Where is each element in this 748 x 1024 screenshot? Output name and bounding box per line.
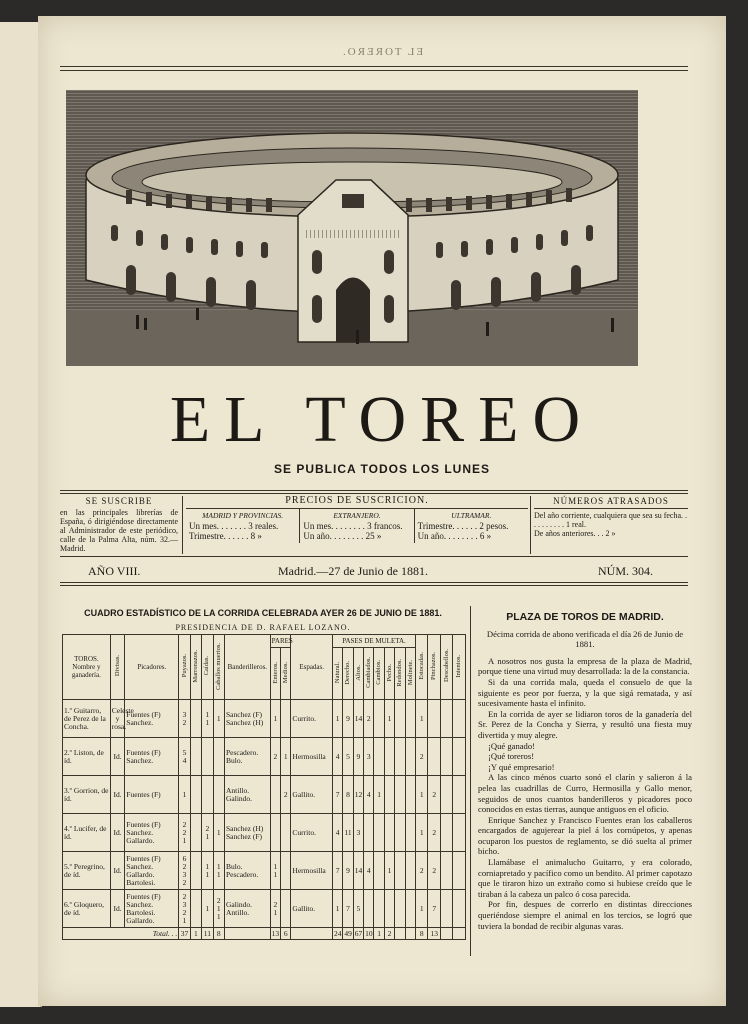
table-subtitle: PRESIDENCIA DE D. RAFAEL LOZANO. xyxy=(175,623,351,632)
cell-caballos: 1 xyxy=(213,814,224,852)
cell-altos: 9 xyxy=(353,738,363,776)
cell-molinete xyxy=(405,890,415,928)
cell-descabellos xyxy=(440,700,452,738)
cell-picadores: Fuentes (F) Sanchez. Bartolesi. Gallardo. xyxy=(125,890,179,928)
cell-molinete xyxy=(405,738,415,776)
cell-redondos xyxy=(395,814,405,852)
header-redondos: Redondos. xyxy=(396,658,404,687)
table-row xyxy=(63,852,466,890)
cell-caidas: 1 xyxy=(202,890,213,928)
total-empty xyxy=(395,928,405,940)
price-col-ultramar xyxy=(415,509,528,543)
cell-derecho: 5 xyxy=(343,738,353,776)
cell-derecho: 11 xyxy=(343,814,353,852)
header-pinchazos: Pinchazos. xyxy=(430,652,438,680)
subscribe-box xyxy=(60,496,178,556)
info-rule-top xyxy=(60,490,688,491)
price-col-madrid xyxy=(186,509,300,543)
box-divider xyxy=(530,496,531,554)
header-pecho: Pecho. xyxy=(385,663,393,682)
cell-estocadas: 2 xyxy=(416,738,428,776)
back-issues-line: De años anteriores. . . 2 » xyxy=(534,529,616,538)
price-line: Trimestre. . . . . . 8 » xyxy=(189,531,262,541)
subscribe-heading: SE SUSCRIBE xyxy=(85,496,153,506)
cell-enteros xyxy=(270,814,280,852)
cell-estocadas: 1 xyxy=(416,890,428,928)
cell-redondos xyxy=(395,776,405,814)
cell-puyazos: 6 2 3 2 xyxy=(179,852,190,890)
prices-box xyxy=(186,496,528,556)
cell-pinchazos: 2 xyxy=(428,776,440,814)
total-nat: 24 xyxy=(333,928,342,938)
cell-divisa: Id. xyxy=(110,776,125,814)
article-paragraph: Si da una corrida mala, queda el consuelo de que la siguiente es peor por fuerza, y la que sigá rematada, y así sucesivamente hasta el infinito. xyxy=(478,676,692,709)
issue-rule-bottom xyxy=(60,582,688,583)
cell-medios: 1 xyxy=(281,738,291,776)
cell-marronazos xyxy=(190,738,201,776)
table-row xyxy=(63,814,466,852)
cell-redondos xyxy=(395,700,405,738)
cell-divisa: Id. xyxy=(110,852,125,890)
total-label: Total. . . xyxy=(63,928,179,940)
cell-toro: 2.º Liston, de íd. xyxy=(63,738,111,776)
total-marr: 1 xyxy=(190,928,201,940)
prices-heading: PRECIOS DE SUSCRICION. xyxy=(285,495,429,506)
cell-molinete xyxy=(405,852,415,890)
cell-derecho: 9 xyxy=(343,700,353,738)
article-paragraph: ¡Y qué empresario! xyxy=(488,761,555,772)
back-issues-box xyxy=(534,496,688,556)
top-rule xyxy=(60,66,688,67)
cell-caidas: 1 1 xyxy=(202,852,213,890)
cell-divisa: Id. xyxy=(110,814,125,852)
cell-intentos xyxy=(453,814,466,852)
cell-espada: Hermosilla xyxy=(291,852,333,890)
cell-descabellos xyxy=(440,852,452,890)
price-line: Un año. . . . . . . . 6 » xyxy=(417,531,492,541)
cell-cambiados xyxy=(364,814,374,852)
total-pin: 13 xyxy=(428,928,440,940)
cell-cambiados: 2 xyxy=(364,700,374,738)
cell-picadores: Fuentes (F) Sanchez. xyxy=(125,738,179,776)
header-altos: Altos. xyxy=(354,664,362,681)
subscribe-text: en las principales librerías de España, ó dirigiéndose directamente al Administrador de este periódico, calle de la Palma Alta, núm. 32.—Madrid. xyxy=(60,508,178,553)
cell-picadores: Fuentes (F) Sanchez. Gallardo. xyxy=(125,814,179,852)
issue-rule-top xyxy=(60,556,688,557)
cell-medios xyxy=(281,852,291,890)
cell-pecho xyxy=(384,814,394,852)
cell-banderilleros: Antillo. Galindo. xyxy=(224,776,270,814)
total-camb: 10 xyxy=(365,928,373,938)
header-molinete: Molinete. xyxy=(406,659,414,686)
box-divider xyxy=(182,496,183,554)
cell-estocadas: 1 xyxy=(416,700,428,738)
cell-cambios xyxy=(374,814,384,852)
cell-intentos xyxy=(453,738,466,776)
cell-caidas: 1 1 xyxy=(202,700,213,738)
price-line: Trimestre. . . . . . 2 pesos. xyxy=(417,521,509,531)
cell-natural: 7 xyxy=(332,776,342,814)
header-derecho: Derecho. xyxy=(344,660,352,685)
header-caballos: Caballos muertos. xyxy=(214,642,222,690)
cell-derecho: 7 xyxy=(343,890,353,928)
cell-caidas: 2 1 xyxy=(202,814,213,852)
cell-caballos: 1 1 xyxy=(213,852,224,890)
header-natural: Natural. xyxy=(333,661,341,684)
cell-molinete xyxy=(405,814,415,852)
cell-espada: Currito. xyxy=(291,814,333,852)
article-paragraph: En la corrida de ayer se lidiaron toros de la ganadería del Sr. Perez de la Concha y Sierra, y resultó una fiesta muy divertida y muy alegre. xyxy=(478,708,692,740)
cell-marronazos xyxy=(190,814,201,852)
cell-banderilleros: Sanchez (H) Sanchez (F) xyxy=(224,814,270,852)
cell-redondos xyxy=(395,890,405,928)
cell-estocadas: 2 xyxy=(416,852,428,890)
price-col-title: MADRID Y PROVINCIAS. xyxy=(202,511,284,520)
header-cambiados: Cambiados. xyxy=(365,657,373,688)
bullfight-stats-table xyxy=(62,634,466,940)
cell-enteros: 1 1 xyxy=(270,852,280,890)
cell-banderilleros: Bulo. Pescadero. xyxy=(224,852,270,890)
cell-pecho: 1 xyxy=(384,852,394,890)
article-paragraph: ¡Qué toreros! xyxy=(488,751,535,762)
stats-body xyxy=(63,700,466,940)
cell-divisa: Id. xyxy=(110,890,125,928)
article-title: PLAZA DE TOROS DE MADRID. xyxy=(506,611,664,623)
cell-caballos: 1 xyxy=(213,700,224,738)
table-row xyxy=(63,738,466,776)
cell-banderilleros: Galindo. Antillo. xyxy=(224,890,270,928)
cell-puyazos: 3 2 xyxy=(179,700,190,738)
cell-natural: 1 xyxy=(332,890,342,928)
header-enteros: Enteros. xyxy=(271,661,279,684)
header-puyazos: Puyazos. xyxy=(180,654,188,678)
cell-pinchazos: 2 xyxy=(428,852,440,890)
cell-medios xyxy=(281,890,291,928)
header-caidas: Caídas. xyxy=(203,656,211,676)
table-row xyxy=(63,776,466,814)
info-rule-top-2 xyxy=(60,493,688,494)
cell-caidas xyxy=(202,776,213,814)
price-col-extranjero xyxy=(300,509,414,543)
total-ent: 13 xyxy=(271,928,280,938)
total-med: 6 xyxy=(281,928,291,940)
header-estocadas: Estocadas. xyxy=(417,652,425,680)
cell-toro: 3.º Gorrion, de íd. xyxy=(63,776,111,814)
cell-intentos xyxy=(453,776,466,814)
top-rule-2 xyxy=(60,70,688,71)
header-pases: PASES DE MULETA. xyxy=(332,635,415,648)
header-descabellos: Descabellos. xyxy=(442,649,450,683)
header-intentos: Intentos. xyxy=(455,654,463,678)
cell-descabellos xyxy=(440,738,452,776)
cell-derecho: 9 xyxy=(343,852,353,890)
cell-enteros: 1 xyxy=(270,700,280,738)
cell-pecho xyxy=(384,738,394,776)
cell-intentos xyxy=(453,852,466,890)
price-line: Un mes. . . . . . . . 3 francos. xyxy=(303,521,403,531)
issue-rule-bottom-2 xyxy=(60,585,688,586)
total-des xyxy=(440,928,452,940)
cell-caballos: 2 1 1 xyxy=(213,890,224,928)
total-empty xyxy=(291,928,333,940)
cell-natural: 4 xyxy=(332,738,342,776)
cell-marronazos xyxy=(190,852,201,890)
table-total-row xyxy=(63,928,466,940)
running-head: EL TORERO. xyxy=(340,46,424,58)
header-pares: PARES xyxy=(270,635,291,648)
total-der: 49 xyxy=(344,928,352,938)
cell-medios: 2 xyxy=(281,776,291,814)
cell-altos: 12 xyxy=(353,776,363,814)
cell-descabellos xyxy=(440,776,452,814)
issue-number: NÚM. 304. xyxy=(598,564,654,578)
total-cab: 8 xyxy=(213,928,224,940)
cell-pecho xyxy=(384,776,394,814)
total-empty xyxy=(405,928,415,940)
issue-year: AÑO VIII. xyxy=(88,564,141,578)
cell-marronazos xyxy=(190,890,201,928)
cell-pinchazos: 7 xyxy=(428,890,440,928)
cell-redondos xyxy=(395,852,405,890)
cell-puyazos: 5 4 xyxy=(179,738,190,776)
article-paragraph: ¡Qué ganado! xyxy=(488,740,536,751)
cell-cambiados: 4 xyxy=(364,776,374,814)
cell-descabellos xyxy=(440,814,452,852)
article xyxy=(478,612,692,931)
cell-molinete xyxy=(405,776,415,814)
cell-espada: Currito. xyxy=(291,700,333,738)
total-puyazos: 37 xyxy=(180,928,189,938)
cell-espada: Gallito. xyxy=(291,890,333,928)
article-paragraph: Enrique Sanchez y Francisco Fuentes eran los caballeros encargados de agujerear la piel á los cornúpetos, y apenas ocuparon los puestos de reglamento, se dió suelta al primer bicho. xyxy=(478,814,692,857)
table-row xyxy=(63,700,466,738)
cell-picadores: Fuentes (F) Sanchez. xyxy=(125,700,179,738)
cell-divisa: Id. xyxy=(110,738,125,776)
cell-altos: 3 xyxy=(353,814,363,852)
cell-caidas xyxy=(202,738,213,776)
cell-pinchazos: 2 xyxy=(428,814,440,852)
cell-cambios xyxy=(374,890,384,928)
cell-medios xyxy=(281,700,291,738)
cell-toro: 4.º Lucifer, de íd. xyxy=(63,814,111,852)
header-picadores: Picadores. xyxy=(125,635,179,700)
cell-espada: Hermosilla xyxy=(291,738,333,776)
cell-puyazos: 1 xyxy=(179,776,190,814)
cell-marronazos xyxy=(190,776,201,814)
total-int xyxy=(453,928,466,940)
bullring-engraving xyxy=(66,90,638,366)
article-paragraph: Por fin, despues de correrlo en distintas direcciones queriéndose siempre el animal en los tercios, se logró que tuviera la bondad de recibir algunas varas. xyxy=(478,899,692,931)
back-issues-line: Del año corriente, cualquiera que sea su fecha. . . . . . . . . . 1 real. xyxy=(534,508,688,529)
cell-estocadas: 1 xyxy=(416,814,428,852)
price-line: Un año. . . . . . . . 25 » xyxy=(303,531,382,541)
header-cambios: Cambios. xyxy=(375,660,383,685)
cell-medios xyxy=(281,814,291,852)
header-banderilleros: Banderilleros. xyxy=(224,635,270,700)
cell-molinete xyxy=(405,700,415,738)
issue-date: Madrid.—27 de Junio de 1881. xyxy=(278,564,428,578)
cell-cambios xyxy=(374,738,384,776)
cell-pinchazos xyxy=(428,738,440,776)
cell-caballos xyxy=(213,776,224,814)
price-col-title: EXTRANJERO. xyxy=(333,511,381,520)
total-caidas: 11 xyxy=(202,928,213,940)
cell-pinchazos xyxy=(428,700,440,738)
cell-banderilleros: Pescadero. Bulo. xyxy=(224,738,270,776)
total-est: 8 xyxy=(416,928,428,940)
article-body xyxy=(478,656,692,931)
cell-espada: Gallito. xyxy=(291,776,333,814)
cell-caballos xyxy=(213,738,224,776)
newspaper-page xyxy=(38,16,726,1006)
cell-natural: 4 xyxy=(332,814,342,852)
column-divider xyxy=(470,606,471,956)
cell-enteros: 2 xyxy=(270,738,280,776)
cell-puyazos: 2 2 1 xyxy=(179,814,190,852)
cell-natural: 7 xyxy=(332,852,342,890)
price-col-title: ULTRAMAR. xyxy=(451,511,492,520)
cell-natural: 1 xyxy=(332,700,342,738)
cell-toro: 5.º Peregrino, de íd. xyxy=(63,852,111,890)
cell-picadores: Fuentes (F) xyxy=(125,776,179,814)
tagline: SE PUBLICA TODOS LOS LUNES xyxy=(273,462,491,476)
cell-altos: 14 xyxy=(353,852,363,890)
cell-estocadas: 1 xyxy=(416,776,428,814)
header-medios: Medios. xyxy=(282,661,290,684)
cell-enteros: 2 1 xyxy=(270,890,280,928)
cell-cambiados: 4 xyxy=(364,852,374,890)
cell-divisa: Celeste y rosa. xyxy=(110,700,125,738)
article-paragraph: A nosotros nos gusta la empresa de la plaza de Madrid, porque tiene una virtud muy desarrollada: la de la constancia. xyxy=(478,655,692,677)
table-title: CUADRO ESTADÍSTICO DE LA CORRIDA CELEBRADA AYER 26 DE JUNIO DE 1881. xyxy=(84,608,442,618)
price-line: Un mes. . . . . . . 3 reales. xyxy=(189,521,279,531)
prices-columns xyxy=(186,508,528,543)
cell-pecho xyxy=(384,890,394,928)
header-espadas: Espadas. xyxy=(291,635,333,700)
cell-pecho: 1 xyxy=(384,700,394,738)
cell-cambiados: 3 xyxy=(364,738,374,776)
back-issues-heading: NÚMEROS ATRASADOS xyxy=(553,496,669,506)
cell-cambios xyxy=(374,700,384,738)
total-cam: 1 xyxy=(374,928,384,940)
article-intro: Décima corrida de abono verificada el día 26 de Junio de 1881. xyxy=(486,628,684,650)
total-alt: 67 xyxy=(354,928,363,938)
masthead-title: EL TOREO xyxy=(169,383,595,456)
cell-cambios xyxy=(374,852,384,890)
header-marronazos: Marronazos. xyxy=(191,649,199,683)
cell-cambiados xyxy=(364,890,374,928)
cell-banderilleros: Sanchez (F) Sanchez (H) xyxy=(224,700,270,738)
cell-cambios: 1 xyxy=(374,776,384,814)
cell-puyazos: 2 3 2 1 xyxy=(179,890,190,928)
cell-descabellos xyxy=(440,890,452,928)
cell-intentos xyxy=(453,890,466,928)
table-row xyxy=(63,890,466,928)
article-paragraph: Llamábase el animalucho Guitarro, y era colorado, corniapretado y pacífico como un bendito. Al primer capotazo que le tiraron hizo un extraño como si hubiese creído que le tiraban á la cabeza un palco ó cosa parecida. xyxy=(478,857,692,899)
cell-intentos xyxy=(453,700,466,738)
header-toros: TOROS. Nombre y ganadería. xyxy=(63,635,111,700)
cell-altos: 14 xyxy=(353,700,363,738)
total-pec: 2 xyxy=(384,928,394,940)
left-page-edge xyxy=(0,22,42,1007)
cell-enteros xyxy=(270,776,280,814)
total-empty xyxy=(224,928,270,940)
cell-toro: 6.º Gloquero, de íd. xyxy=(63,890,111,928)
article-paragraph: A las cinco ménos cuarto sonó el clarín y salieron á la pelea las cuadrillas de Curro, Hermosilla y Gallo menor, seguidos de unos cuantos banderilleros y picadores poco conocidos en estas tierras, aunque antiguos en el oficio. xyxy=(478,772,692,815)
cell-derecho: 8 xyxy=(343,776,353,814)
header-divisas: Divisas. xyxy=(113,655,121,677)
cell-redondos xyxy=(395,738,405,776)
cell-picadores: Fuentes (F) Sanchez. Gallardo. Bartolesi. xyxy=(125,852,179,890)
cell-marronazos xyxy=(190,700,201,738)
cell-altos: 5 xyxy=(353,890,363,928)
cell-toro: 1.º Guitarro, de Perez de la Concha. xyxy=(63,700,111,738)
